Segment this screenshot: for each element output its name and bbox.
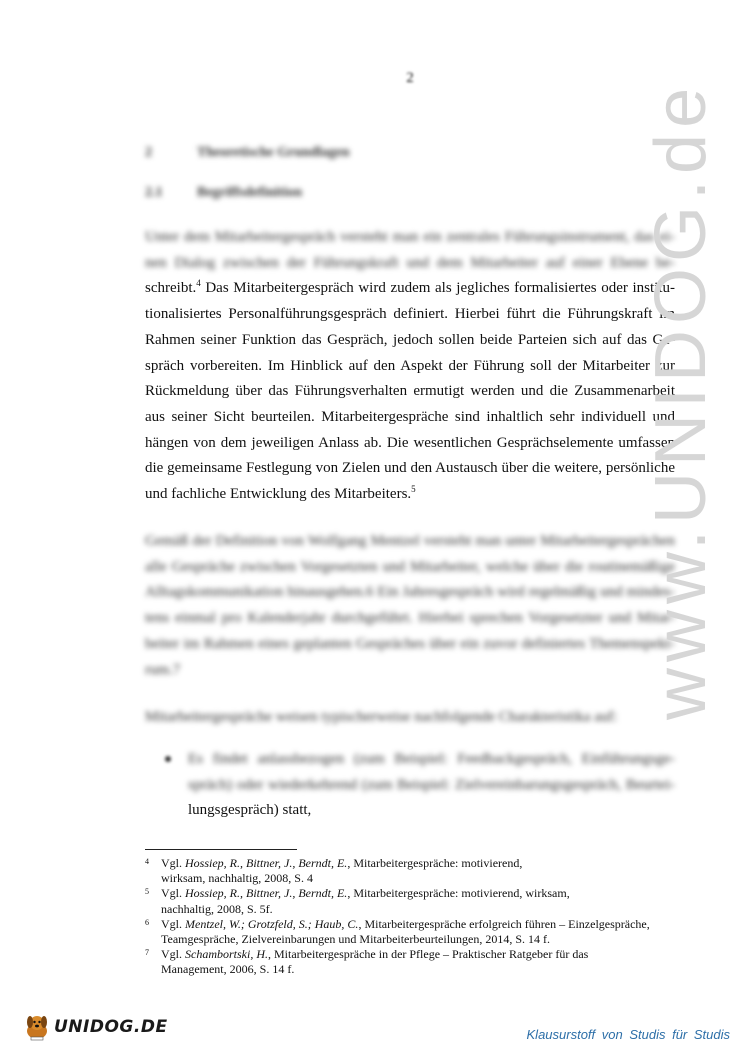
footnote: 4 Vgl. Hossiep, R., Bittner, J., Berndt, E., Mitarbeitergespräche: motivierend, wirksam, nachhaltig, 2008, S. 4 (145, 856, 523, 886)
dog-icon (22, 1012, 52, 1042)
text-line: Es findet anlassbezogen (zum Beispiel: Feedbackgespräch, Einführungsge- (188, 751, 675, 767)
section-title: Begriffsdefinition (197, 185, 302, 200)
chapter-title: Theoretische Grundlagen (197, 145, 350, 160)
footnote-separator (145, 849, 297, 850)
chapter-number: 2 (145, 145, 152, 160)
text-line: tionalisiertes Personalführungsgespräch definiert. Hierbei führt die Führungskraft im (145, 306, 675, 323)
paragraph-definition (145, 225, 675, 508)
text-line: Alltagskommunikation hinausgehen.6 Ein Jahresgespräch wird regelmäßig und mindes- (145, 584, 675, 601)
footnotes (145, 856, 685, 978)
text-line: lungsgespräch) statt, (188, 802, 312, 819)
text-line: spräch vorbereiten. Im Hinblick auf den Aspekt der Führung soll der Mitarbeiter zur (145, 357, 675, 374)
footnote: 7 Vgl. Schambortski, H., Mitarbeitergespräche in der Pflege – Praktischer Ratgeber für das Management, 2006, S. 14 f. (145, 947, 589, 977)
text-line: alle Gespräche zwischen Vorgesetzten und Mitarbeiter, welche über die routinemäßige (145, 558, 675, 575)
text-line: rum.7 (145, 661, 181, 678)
footnote-ref: 5 (411, 484, 416, 495)
text-line: nen Dialog zwischen der Führungskraft und dem Mitarbeiter auf einer Ebene be- (145, 254, 675, 271)
text-line: aus seiner Sicht beurteilen. Mitarbeitergespräche sind inhaltlich sehr individuell und (145, 408, 675, 425)
page-number: 2 (406, 70, 414, 86)
text-line: Rahmen seiner Funktion das Gespräch, jedoch sollen beide Parteien sich auf das Ge- (145, 331, 675, 348)
logo-text: UNIDOG.DE (54, 1017, 168, 1037)
side-watermark: www.UNIDOG.de (641, 81, 721, 720)
text-line: Rückmeldung über das Führungsverhalten ermutigt werden und die Zusammenarbeit (145, 383, 675, 400)
text-line: schreibt.$^4$ Das Mitarbeitergespräch wird zudem als jegliches formalisiertes oder institu- (145, 278, 675, 297)
footer-tagline: Klausurstoff von Studis für Studis (526, 1027, 730, 1042)
text-line: spräch) oder wiederkehrend (zum Beispiel: Zielvereinbarungsgespräch, Beurtei- (188, 776, 675, 793)
footnote-ref: 4 (196, 278, 201, 289)
text-line: Unter dem Mitarbeitergespräch versteht man ein zentrales Führungsinstrument, das ei- (145, 229, 675, 245)
text-line: tens einmal pro Kalenderjahr durchgeführt. Hierbei sprechen Vorgesetzter und Mitar- (145, 610, 675, 627)
text-line: die gemeinsame Festlegung von Zielen und den Austausch über die weitere, persönliche (145, 460, 675, 477)
text-line: Gemäß der Definition von Wolfgang Mentzel versteht man unter Mitarbeitergesprächen (145, 533, 675, 549)
paragraph-characteristics (145, 705, 675, 731)
text-line: und fachliche Entwicklung des Mitarbeiters.$^5$ (145, 484, 416, 503)
text-line: hängen von dem jeweiligen Anlass ab. Die wesentlichen Gesprächselemente umfassen (145, 434, 675, 451)
text-line: beiter im Rahmen eines geplanten Gespräches über ein zuvor definiertes Themenspekt- (145, 635, 675, 652)
paragraph-mentzel (145, 529, 675, 683)
bullet-icon (165, 756, 171, 762)
footnote: 6 Vgl. Mentzel, W.; Grotzfeld, S.; Haub, C., Mitarbeitergespräche erfolgreich führen – Einzelgespräche, Teamgespräche, Zielvereinbarungen und Mitarbeiterbeurteilungen, 2014, S. 14 f. (145, 916, 650, 947)
section-number: 2.1 (145, 185, 163, 200)
unidog-logo[interactable] (22, 1012, 168, 1042)
text-line: Mitarbeitergespräche weisen typischerweise nachfolgende Charakteristika auf: (145, 709, 618, 725)
footnote: 5 Vgl. Hossiep, R., Bittner, J., Berndt, E., Mitarbeitergespräche: motivierend, wirksam, nachhaltig, 2008, S. 5f. (145, 886, 570, 916)
bullet-item (188, 747, 675, 824)
